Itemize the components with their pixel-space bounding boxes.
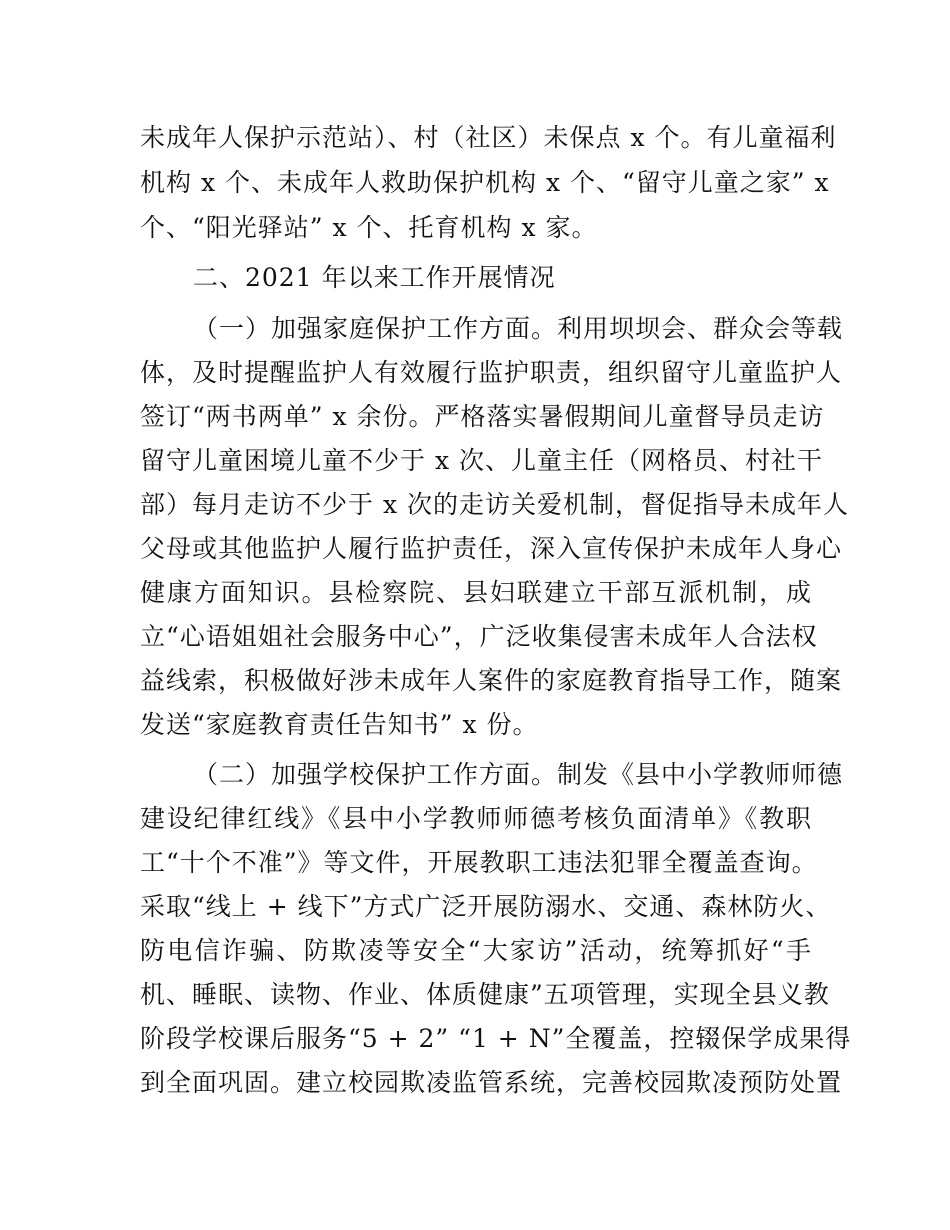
text-line: 立“心语姐姐社会服务中心”，广泛收集侵害未成年人合法权 xyxy=(140,622,818,651)
text-line: 到全面巩固。建立校园欺凌监管系统，完善校园欺凌预防处置 xyxy=(140,1068,843,1097)
text-line: 部）每月走访不少于 x 次的走访关爱机制，督促指导未成年人 xyxy=(140,490,849,519)
text-line: 采取“线上 + 线下”方式广泛开展防溺水、交通、森林防火、 xyxy=(140,892,832,921)
text-line: 防电信诈骗、防欺凌等安全“大家访”活动，统筹抓好“手 xyxy=(140,936,812,965)
text-line: 个、“阳光驿站” x 个、托育机构 x 家。 xyxy=(140,213,598,242)
paragraph-start-line: （二）加强学校保护工作方面。制发《县中小学教师师德 xyxy=(193,760,844,789)
text-line: 工“十个不准”》等文件，开展教职工违法犯罪全覆盖查询。 xyxy=(140,848,818,877)
text-line: 签订“两书两单” x 余份。严格落实暑假期间儿童督导员走访 xyxy=(140,402,825,431)
text-line: 父母或其他监护人履行监护责任，深入宣传保护未成年人身心 xyxy=(140,534,843,563)
section-heading: 二、2021 年以来工作开展情况 xyxy=(193,263,556,292)
text-line: 益线索，积极做好涉未成年人案件的家庭教育指导工作，随案 xyxy=(140,666,843,695)
text-line: 机构 x 个、未成年人救助保护机构 x 个、“留守儿童之家” x xyxy=(140,168,830,197)
text-line: 阶段学校课后服务“5 + 2” “1 + N”全覆盖，控辍保学成果得 xyxy=(140,1024,852,1053)
text-line: 未成年人保护示范站）、村（社区）未保点 x 个。有儿童福利 xyxy=(140,123,837,152)
text-line: 机、睡眠、读物、作业、体质健康”五项管理，实现全县义教 xyxy=(140,980,830,1009)
paragraph-start-line: （一）加强家庭保护工作方面。利用坝坝会、群众会等载 xyxy=(193,314,844,343)
text-line: 留守儿童困境儿童不少于 x 次、儿童主任（网格员、村社干 xyxy=(140,446,823,475)
text-line: 健康方面知识。县检察院、县妇联建立干部互派机制，成 xyxy=(140,578,812,607)
text-line: 体，及时提醒监护人有效履行监护职责，组织留守儿童监护人 xyxy=(140,358,843,387)
text-line: 发送“家庭教育责任告知书” x 份。 xyxy=(140,710,539,739)
text-line: 建设纪律红线》《县中小学教师师德考核负面清单》《教职 xyxy=(140,804,812,833)
